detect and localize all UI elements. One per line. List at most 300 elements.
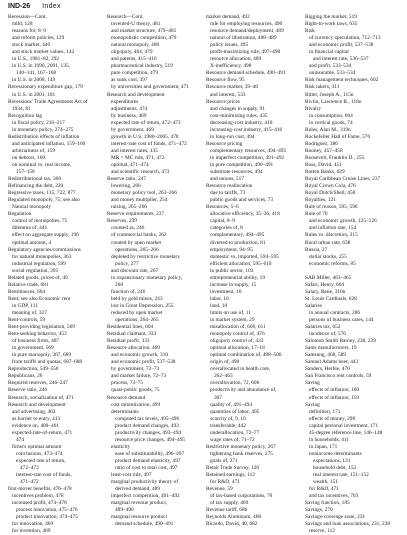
index-subentry: product demand changes, 493 <box>115 422 179 429</box>
index-subentry: and patents, 415–416 <box>111 56 157 63</box>
index-entry: Rent-seeking behavior, 453 <box>8 331 67 338</box>
index-subentry: optimal amount, 4 <box>12 239 52 246</box>
index-entry: Resource reallocation <box>206 183 253 190</box>
index-subentry: overallocation, 72, 606 <box>210 380 260 387</box>
index-subentry: employment, 94–95 <box>210 246 253 253</box>
index-entry: Relative trade, 681 <box>8 281 49 288</box>
index-subentry: for R&D, 471 <box>210 479 240 486</box>
index-subentry: adjustments, 474 <box>111 105 148 112</box>
index-entry: Remittances, 664 <box>8 288 46 295</box>
index-entry: Retained earnings, 112 <box>206 472 255 479</box>
index-subentry: optimal allocation, 17–18 <box>210 345 265 352</box>
index-subentry: policy issues, 495 <box>210 42 249 49</box>
index-subentry: in households, 411 <box>309 436 350 443</box>
index-subentry: effect on aggregate supply, 196 <box>12 232 79 239</box>
index-subentry: oligopoly control of, 433 <box>210 338 264 345</box>
index-entry: Reproduction, 549–550 <box>8 366 59 373</box>
index-entry: Reserve requirements, 237 <box>107 211 165 218</box>
index-entry: Rigging the market, 519 <box>305 14 357 20</box>
index-subentry: MR = MC rule, 471, 472 <box>111 154 165 161</box>
index-entry: Royalties, 121 <box>305 197 336 204</box>
index-entry: Regulatory agencies/commissions <box>8 246 81 253</box>
index-subentry: and economic growth, 310 <box>111 352 168 359</box>
index-subentry: effects of inflation, 159 <box>309 394 360 401</box>
index-subentry: and changes in supply, 91 <box>210 105 266 112</box>
index-subentry: in monetary policy, 274–275 <box>12 126 74 133</box>
index-subentry: function of, 246 <box>111 288 146 295</box>
index-subentry: evidence on, 400–401 <box>12 422 60 429</box>
index-subentry: and anticipated inflation, 159–160 <box>12 140 86 147</box>
index-subentry: in U.S. in 1990, 2001, 135, <box>12 63 70 70</box>
index-subentry: by universities and government, 471 <box>111 84 189 91</box>
index-subentry: of tax supply, 469 <box>210 500 249 507</box>
index-subentry: stock market, 440 <box>12 42 51 49</box>
index-subentry: demand schedule, 490–491 <box>115 521 174 528</box>
index-subentry: of currency speculation, 712–713 <box>309 35 381 42</box>
index-entry: Roosevelt, Franklin D., 255 <box>305 154 365 161</box>
index-subentry: economic reforms, 85 <box>309 260 356 267</box>
index-subentry: ratio of cost to total cost, 497 <box>115 465 178 471</box>
index-subentry: categories of, 8 <box>210 225 243 232</box>
index-subentry: scarcity of, 9, 10 <box>210 415 246 422</box>
index-entry: Salomon Smith Barney, 238, 239 <box>305 338 376 345</box>
index-subentry: growth in U.S. 1980–2005, 478 <box>111 133 179 140</box>
index-subentry: misallocation of, 606, 611 <box>210 324 266 331</box>
index-entry: first-mover benefits, 476–478 <box>8 486 72 493</box>
index-subentry: operations, 264–265 <box>115 317 159 324</box>
index-entry: Rooney, 457–458 <box>305 147 343 154</box>
index-subentry: and economic profit, 537–538 <box>309 42 374 49</box>
index-entry: Rent; see also Economic rent <box>8 295 71 302</box>
index-subentry: expected-rate-of-return, 471 <box>12 429 73 436</box>
page-header <box>8 2 399 12</box>
index-entry: Residential lines, 604 <box>107 324 154 331</box>
index-subentry: marginal productivity theory of <box>111 479 179 486</box>
index-subentry: complementary resources, 494–495 <box>210 147 287 154</box>
index-entry: San Francisco rent controls, 59 <box>305 373 372 380</box>
index-entry: Resource flow, 95 <box>206 77 245 84</box>
index-entry: Rotten Banks, 629 <box>305 169 345 176</box>
index-subentry: due to tariffs, 73 <box>210 190 246 197</box>
index-subentry: reduced by open market <box>111 309 163 316</box>
index-entry: Savings and loan associations, 231, 238 <box>305 521 391 528</box>
index-entry: Refinancing the debt, 220 <box>8 183 64 190</box>
index-entry: Ricardo, David, 40, 682 <box>206 521 258 528</box>
index-entry: Resource pricing <box>206 140 243 147</box>
index-subentry: by government, 72–73 <box>111 366 160 373</box>
page-number: IND-26 <box>8 3 31 10</box>
index-subentry: in financial capital <box>309 49 349 56</box>
index-subentry: in U.S., 1981–82, 292 <box>12 56 60 63</box>
index-entry: Rivalry <box>305 105 322 112</box>
index-subentry: ease of substitutability, 496–497 <box>115 450 185 457</box>
index-subentry: overallocated in health care, <box>210 366 271 373</box>
index-subentry: firms's optimal amount <box>12 443 62 450</box>
index-subentry: and market failure, 72–73 <box>111 373 167 380</box>
index-subentry: pure competition, 479 <box>111 70 159 77</box>
index-subentry: land, 10 <box>210 302 228 309</box>
index-subentry: productivity and abundance of, <box>210 387 277 394</box>
index-subentry: invented-U theory, 481 <box>111 21 161 28</box>
index-subentry: mild, 128 <box>12 21 33 28</box>
index-subentry: marginal revenue product, <box>111 500 168 507</box>
index-subentry: 307 <box>214 394 223 401</box>
index-subentry: meaning of, 327 <box>12 309 47 316</box>
index-entry: Risk takers, 311 <box>305 84 340 91</box>
index-entry: Risk management techniques, 602 <box>305 77 379 84</box>
index-entry: Rent-providing legislation, 569 <box>8 324 75 331</box>
index-entry: Resource demand schedule, 490–491 <box>206 70 286 77</box>
index-subentry: incentives problem, 478 <box>12 493 64 500</box>
index-subentry: and advertising, 463 <box>12 408 56 415</box>
index-subentry: real interest rate, 151–152 <box>313 472 369 479</box>
index-entry: Rent-controls, 59 <box>8 317 46 324</box>
index-subentry: on debtors, 160 <box>12 154 46 161</box>
index-subentry: in consumption, 604 <box>309 112 353 119</box>
index-subentry: wage rates of, 71–72 <box>210 436 255 443</box>
index-subentry: in government, 569 <box>12 345 54 352</box>
index-subentry: determinants <box>111 408 139 415</box>
index-subentry: by government, 469 <box>111 126 154 133</box>
index-entry: Recognition lag <box>8 112 42 119</box>
index-subentry: tightening bank reserves, 275 <box>210 450 273 457</box>
index-subentry: social regulation, 395 <box>12 267 59 274</box>
index-subentry: investment, 10 <box>210 288 242 295</box>
index-entry: Research and development <box>107 91 165 98</box>
index-entry: Saving function, 185 <box>305 500 350 507</box>
index-subentry: and scientific research, 473 <box>111 169 170 176</box>
index-subentry: 472–473 <box>20 465 39 471</box>
index-subentry: domestic vs. imported, 594–595 <box>210 253 279 260</box>
index-entry: Recessions' Trade Agreements Act of <box>8 98 88 105</box>
index-subentry: origin of, 490 <box>210 359 240 366</box>
index-column-4 <box>305 14 400 535</box>
index-entry: Salaries tax, 652 <box>305 324 341 331</box>
index-subentry: derived demand, 489 <box>115 486 160 493</box>
index-subentry: on nominal vs. real income, <box>12 161 72 168</box>
index-subentry: productivity changes, 493–494 <box>115 429 182 436</box>
index-subentry: reasons for, 8–9 <box>12 28 47 35</box>
index-entry: Rodriguez, 386 <box>305 140 338 147</box>
index-subentry: from tariffs and quotas, 687–688 <box>12 359 83 366</box>
index-subentry: in vertical goods, 74 <box>309 119 353 126</box>
index-entry: St. Louis Cardinals, 628 <box>305 295 357 302</box>
index-subentry: increasing-cost industry, 415–416 <box>210 126 283 133</box>
index-entry: Reserves, 239 <box>107 218 137 225</box>
index-subentry: pharmaceutical industry, 519 <box>111 63 173 70</box>
index-subentry: transferable, 442 <box>210 422 246 429</box>
index-subentry: policy, 277 <box>115 260 139 267</box>
index-subentry: labor, 10 <box>210 295 229 302</box>
index-entry: Research, socialization of, 471 <box>8 394 74 401</box>
index-subentry: X-inefficiency, 498 <box>210 63 252 70</box>
index-subentry: cost-minimizing rules, 435 <box>210 112 268 119</box>
index-subentry: efficient allocation, 595–610 <box>210 260 272 267</box>
index-subentry: resource price changes, 494–495 <box>115 436 186 443</box>
index-subentry: dollar stocks, 255 <box>309 253 347 260</box>
index-subentry: effects of money, 298 <box>309 415 356 422</box>
index-subentry: in annual contracts, 286 <box>309 309 361 316</box>
index-subentry: marginal resource product <box>111 514 167 521</box>
index-entry: Residual claimant, 333 <box>107 331 157 338</box>
index-subentry: 471–472 <box>20 479 39 486</box>
index-subentry: oligopoly, 464, 479 <box>111 49 153 56</box>
index-entry: Research and development <box>8 401 66 408</box>
index-entry: Royal Crown Cola, 476 <box>305 183 356 190</box>
index-subentry: and interest, 533 <box>210 91 246 98</box>
index-subentry: of tax-based corporations, 70 <box>210 493 273 500</box>
index-subentry: expenditures <box>111 98 139 105</box>
index-subentry: monopolistic competition, 479 <box>111 35 177 42</box>
index-entry: Rules vs. discretion, 315 <box>305 232 358 239</box>
index-subentry: as barrier to entry, 413 <box>12 415 61 422</box>
index-subentry: in pure competition, 490–491 <box>210 161 274 168</box>
index-subentry: dilemma of, 441 <box>12 225 48 232</box>
index-subentry: interest-rate cost of funds, <box>16 472 72 479</box>
index-subentry: underallocation, 72–77 <box>210 429 260 436</box>
index-subentry: and money multiplier, 254 <box>111 197 168 204</box>
index-entry: Residual profit, 333 <box>107 338 150 345</box>
index-entry: Royal Dutch/Shell, 458 <box>305 190 356 197</box>
index-subentry: quantities of labor, 495 <box>210 408 260 415</box>
index-subentry: substitute resources, 494 <box>210 169 263 176</box>
index-entry: Resource prices <box>206 98 240 105</box>
index-entry: Savings-coverage zone, 231 <box>305 514 366 521</box>
index-entry: Resource allocation, 469 <box>107 345 160 352</box>
index-subentry: for innovation, 469 <box>12 521 54 528</box>
index-column-1 <box>8 14 103 535</box>
index-subentry: product demand elasticity, 497 <box>115 457 181 464</box>
index-entry: Rule of 70 <box>305 211 328 218</box>
index-subentry: Natural monopoly <box>12 204 52 211</box>
index-subentry: created by open market <box>111 239 161 246</box>
index-entry: Sanders, Herbie, 470 <box>305 366 350 373</box>
index-entry: Regressive taxes, 115, 722, 877 <box>8 190 76 197</box>
index-subentry: 140–141, 167–168 <box>16 70 57 77</box>
index-subentry: and interest rates, 135 <box>111 147 158 154</box>
index-entry: Redistribution effects of inflation <box>8 133 80 140</box>
index-subentry: limits on use of, 11 <box>210 309 251 316</box>
index-subentry: computed tax levels, 495–496 <box>115 415 180 422</box>
index-subentry: as sunk cost, 397 <box>111 77 148 84</box>
index-subentry: resource allocation, 489 <box>210 56 262 63</box>
index-subentry: least-cost rule, 497 <box>111 472 152 479</box>
index-subentry: counted as, 246 <box>111 225 145 232</box>
index-subentry: increase in supply, 15 <box>210 281 257 288</box>
index-entry: Saving <box>305 401 320 408</box>
index-entry: Restrictive monetary policy, 267 <box>206 443 276 450</box>
index-subentry: quasi-public goods, 75 <box>111 387 160 394</box>
index-entry: Required reserves, 246–247 <box>8 380 68 387</box>
index-entry: Resource demand <box>107 394 146 401</box>
index-subentry: and interest rate, 536–537 <box>313 56 369 63</box>
index-subentry: raising, 265–266 <box>111 204 147 211</box>
index-subentry: and inflation rate, 154 <box>309 225 357 232</box>
index-entry: Resources, 5–6 <box>206 204 239 211</box>
index-subentry: reserve, 112 <box>309 528 335 535</box>
index-subentry: quality of, 491–494 <box>210 401 253 408</box>
index-subentry: and profit, 533–534 <box>309 63 352 70</box>
index-columns <box>8 14 401 535</box>
index-subentry: in GDP, 111 <box>12 302 38 309</box>
index-entry: Safari, Henry, 604 <box>305 281 345 288</box>
index-entry: Ritter, Joseph A., 115n <box>305 91 354 98</box>
index-entry <box>305 268 400 275</box>
index-subentry: and economic growth, 125–126 <box>309 218 377 225</box>
index-entry: Right-to-work laws, 635 <box>305 21 358 28</box>
index-subentry: and tax incentives, 703 <box>309 493 359 500</box>
index-subentry: and economic profit, 537–538 <box>111 359 176 366</box>
index-entry: Saving <box>305 380 320 387</box>
index-subentry: and market structure, 479–481 <box>111 28 177 35</box>
index-subentry: in expansionary monetary policy, <box>111 274 183 281</box>
index-subentry: in imperfect competition, 491–492 <box>210 154 285 161</box>
index-entry: Redistributional tax, 366 <box>8 176 61 183</box>
index-entry: Samsung, 468, 589 <box>305 352 346 359</box>
index-subentry: and reform policies, 129 <box>12 35 65 42</box>
index-subentry: operations, 265–266 <box>115 246 159 253</box>
index-entry: market demand, 492 <box>206 14 250 20</box>
index-subentry: process innovation, 475–476 <box>16 507 78 514</box>
index-entry: Salary, Rene, 310n <box>305 288 346 295</box>
index-entry: Royal Caribbean Cruise Lines, 237 <box>305 176 381 183</box>
index-entry: Recession—Cont. <box>8 14 47 20</box>
index-entry: Samuel Adams beer, 443 <box>305 359 359 366</box>
index-subentry: expectations, 131 <box>313 457 351 464</box>
index-subentry: in Japan, 171 <box>309 443 338 450</box>
index-subentry: 268 <box>115 281 124 288</box>
index-subentry: of commercial banks, 262 <box>111 232 167 239</box>
index-subentry: in U.S. in 2001, 181 <box>12 91 56 98</box>
index-subentry: and stock market values, 142 <box>12 49 75 56</box>
index-subentry: depleted by restrictive monetary <box>111 253 180 260</box>
index-entry: Risk <box>305 28 315 35</box>
index-subentry: decreasing-cost industry, 416 <box>210 119 273 126</box>
index-subentry: 262–463 <box>214 373 233 380</box>
index-entry: Reserve ratio, 247 <box>107 176 147 183</box>
index-entry: Rivlin, Lawrence B., 118n <box>305 98 362 105</box>
index-subentry: household debt, 152 <box>313 465 357 471</box>
index-subentry: persons of business cares, 144 <box>309 317 374 324</box>
index-subentry: control of monopolies, 75 <box>12 218 68 225</box>
index-subentry: capital, 8–9 <box>210 218 235 225</box>
index-subentry: elasticity <box>111 443 131 450</box>
index-entry: Rule of reason, 595, 596 <box>305 204 358 211</box>
index-column-2 <box>107 14 202 535</box>
index-subentry: complementary, 494–495 <box>210 232 265 239</box>
index-entry: Regulated monopoly, 75; see also <box>8 197 80 204</box>
index-subentry: arbitrariness of, 159 <box>12 147 55 154</box>
index-entry: Retail Trade Survey, 120 <box>206 465 260 471</box>
index-subentry: and unions, 517 <box>210 176 244 183</box>
index-subentry: optimal combination of, 498–500 <box>210 352 282 359</box>
index-column-3 <box>206 14 301 535</box>
index-subentry: uninsurable, 533–534 <box>309 70 356 77</box>
index-subentry: industrial regulation, 599 <box>12 260 66 267</box>
index-subentry: by business, 469 <box>111 112 147 119</box>
index-subentry: in market system, 29 <box>210 317 255 324</box>
index-subentry: natural of illustration, 488–489 <box>210 35 277 42</box>
index-subentry: increased profit, 474–476 <box>12 500 67 507</box>
index-subentry: entrepreneurial ability, 19 <box>210 274 265 281</box>
index-subentry: in public sector, 103 <box>210 267 254 274</box>
index-subentry: capital personal investment, 171 <box>309 422 379 429</box>
index-subentry: goals of, 271 <box>210 457 238 464</box>
index-subentry: nonincome determinants <box>309 450 362 457</box>
index-entry: Resource market, 39–40 <box>206 84 259 91</box>
index-subentry: and discount rate, 267 <box>111 267 159 274</box>
index-subentry: incidence of, 576 <box>309 331 346 338</box>
index-subentry: process, 73–75 <box>111 380 144 387</box>
index-entry: Regulation <box>8 211 32 218</box>
index-subentry: for R&D, 471 <box>309 486 339 493</box>
index-entry: Roles, Alan M., 319n <box>305 126 351 133</box>
index-subentry: rule for employing resources, 490 <box>210 21 283 28</box>
index-entry: Sams manufacturers, 19 <box>305 345 357 352</box>
index-subentry: monopoly control of, 476 <box>210 331 265 338</box>
index-subentry: expected rate of return, <box>16 457 66 464</box>
index-subentry: effects of inflation, 160 <box>309 387 360 394</box>
index-subentry: imperfect competition, 491–492 <box>111 493 180 500</box>
index-subentry: held by gold mines, 243 <box>111 295 163 302</box>
index-subentry: for natural monopolies, 363 <box>12 253 72 260</box>
index-subentry: public goods and services, 73 <box>210 197 274 204</box>
index-subentry: 1934, 81 <box>12 105 31 112</box>
index-subentry: expected rate of return, 472–473 <box>111 119 181 126</box>
index-entry: Reynolds Aluminum, 468 <box>206 514 262 521</box>
index-entry: Ross, David, 451 <box>305 161 342 168</box>
index-subentry: of business firms, 487 <box>12 338 60 345</box>
index-subentry: optimal, 471–474 <box>111 161 149 168</box>
index-entry: Rockefeller Hall of Fame, 570 <box>305 133 371 140</box>
index-entry: Recessionary expenditure gap, 179 <box>8 84 83 91</box>
index-subentry: in U.S. in 2008, 149 <box>12 77 56 84</box>
index-subentry: definition, 171 <box>309 408 341 415</box>
index-subentry: 489–490 <box>115 507 134 514</box>
index-subentry: wealth, 151 <box>313 479 338 486</box>
running-title: Index <box>42 3 61 10</box>
index-entry: Revenue tariff, 686 <box>206 507 248 514</box>
index-entry: Reserve ratio, 246 <box>8 387 48 394</box>
index-subentry: natural monopoly, 480 <box>111 42 160 49</box>
index-subentry: allocative efficiency, 35–36, 418 <box>210 211 280 218</box>
index-entry: Revenue, 59 <box>206 486 233 493</box>
index-subentry: resource demand/deployment, 489 <box>210 28 284 35</box>
index-subentry: 157–158 <box>16 169 35 176</box>
index-entry: SAB Miller, 463–465 <box>305 274 352 281</box>
index-subentry: profit-maximizing rule, 497–498 <box>210 49 281 56</box>
index-entry: Savings, 270 <box>305 507 333 514</box>
index-subentry: monetary policy tool, 263–266 <box>111 190 177 197</box>
index-subentry: in pure monopoly, 367, 689 <box>12 352 72 359</box>
index-entry: Republicans, 26 <box>8 373 43 380</box>
index-subentry: for invention, 469 <box>12 528 51 535</box>
index-entry: Russia, 27 <box>305 246 328 253</box>
index-subentry: 474 <box>16 436 25 443</box>
index-entry: Related goods, prices of, 49 <box>8 274 68 281</box>
index-subentry: cost minimization, 499 <box>111 401 161 408</box>
index-subentry: interest-rate cost of funds, 471–472 <box>111 140 187 147</box>
index-entry: Salaries <box>305 302 322 309</box>
index-subentry: in long-run cost, 494 <box>210 133 255 140</box>
index-subentry: in fiscal policy, 216–217 <box>12 119 65 126</box>
index-subentry: conclusions, 473–474 <box>16 450 63 457</box>
index-subentry: 45-degree reference line, 146–148 <box>309 429 383 436</box>
index-subentry: diverted to production, 81 <box>210 239 266 246</box>
index-entry: Research—Cont. <box>107 14 144 20</box>
index-entry: Rural urban rate, 638 <box>305 239 351 246</box>
index-subentry: lost in Great Depression, 255 <box>111 302 174 309</box>
